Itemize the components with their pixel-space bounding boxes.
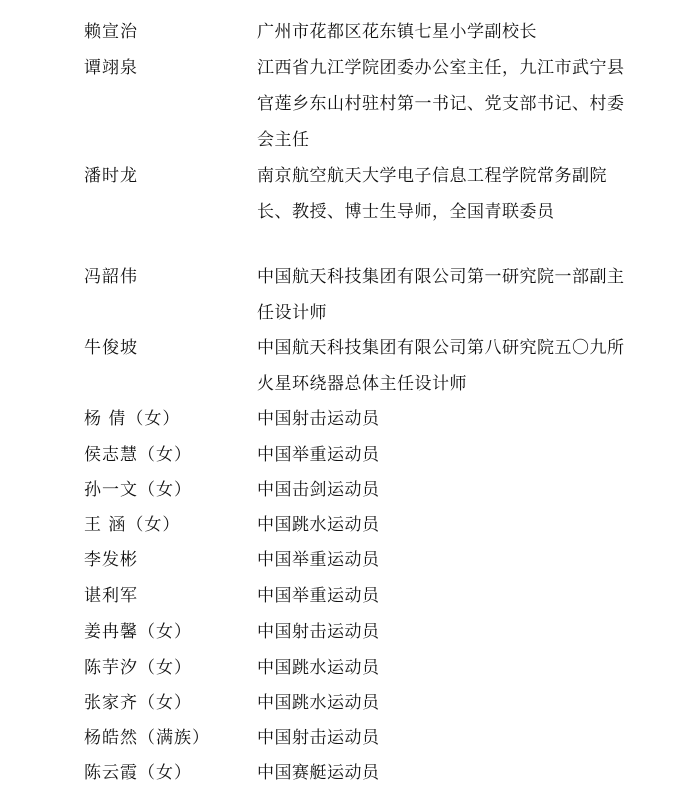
entry-title: 中国击剑运动员: [257, 480, 380, 500]
entry-name: 张家齐（女）: [84, 693, 192, 713]
entry-title: 中国跳水运动员: [257, 658, 380, 678]
entry-name: 姜冉馨（女）: [84, 622, 192, 642]
entry-name: 李发彬: [84, 550, 138, 570]
entry-title: 广州市花都区花东镇七星小学副校长: [257, 22, 537, 42]
entry-name: 牛俊坡: [84, 338, 138, 358]
entry-title: 中国射击运动员: [257, 728, 380, 748]
entry-name: 谌利军: [84, 586, 138, 606]
entry-name: 杨皓然（满族）: [84, 728, 210, 748]
entry-name: 侯志慧（女）: [84, 445, 192, 465]
entry-name: 陈芋汐（女）: [84, 658, 192, 678]
entry-title: 中国举重运动员: [257, 445, 380, 465]
entry-title: 中国跳水运动员: [257, 693, 380, 713]
entry-name: 冯韶伟: [84, 267, 138, 287]
entry-title: 中国射击运动员: [257, 409, 380, 429]
entry-title: 南京航空航天大学电子信息工程学院常务副院长、教授、博士生导师，全国青联委员: [257, 166, 607, 222]
entry-title: 中国赛艇运动员: [257, 763, 380, 783]
entry-title: 中国射击运动员: [257, 622, 380, 642]
entry-name: 谭翊泉: [84, 58, 138, 78]
entry-name: 潘时龙: [84, 166, 138, 186]
entry-title: 中国跳水运动员: [257, 515, 380, 535]
entry-title: 中国航天科技集团有限公司第八研究院五〇九所火星环绕器总体主任设计师: [257, 338, 625, 394]
entry-name: 陈云霞（女）: [84, 763, 192, 783]
entry-title: 江西省九江学院团委办公室主任，九江市武宁县官莲乡东山村驻村第一书记、党支部书记、村委会主任: [257, 58, 625, 150]
entry-name: 赖宣治: [84, 22, 138, 42]
entry-name: 杨 倩（女）: [84, 409, 181, 429]
entry-title: 中国航天科技集团有限公司第一研究院一部副主任设计师: [257, 267, 625, 323]
entry-name: 王 涵（女）: [84, 515, 181, 535]
entry-title: 中国举重运动员: [257, 586, 380, 606]
entry-name: 孙一文（女）: [84, 480, 192, 500]
entry-title: 中国举重运动员: [257, 550, 380, 570]
